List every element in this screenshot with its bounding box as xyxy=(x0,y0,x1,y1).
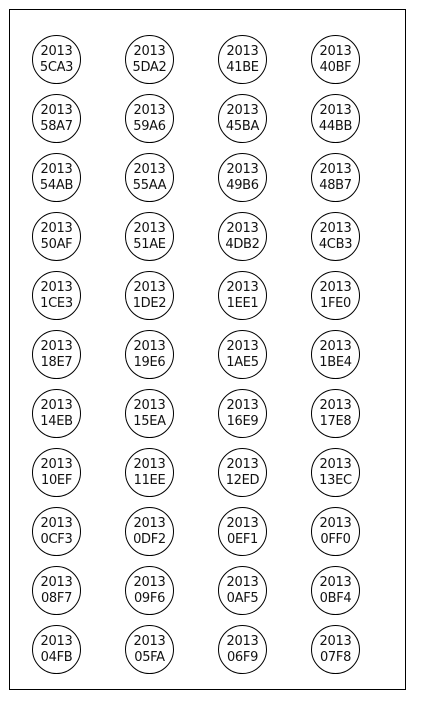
circle-label xyxy=(125,625,174,674)
label-code: 06F9 xyxy=(226,649,259,665)
circle-label xyxy=(218,625,267,674)
label-code: 1AE5 xyxy=(226,354,259,370)
label-code: 51AE xyxy=(133,236,166,252)
label-code: 19E6 xyxy=(133,354,166,370)
label-code: 0CF3 xyxy=(40,531,73,547)
label-year: 2013 xyxy=(226,220,259,236)
label-year: 2013 xyxy=(40,43,73,59)
circle-label xyxy=(311,625,360,674)
label-year: 2013 xyxy=(319,397,352,413)
label-year: 2013 xyxy=(319,102,352,118)
circle-label xyxy=(218,330,267,379)
circle-label xyxy=(311,153,360,202)
circle-label xyxy=(32,507,81,556)
label-code: 1BE4 xyxy=(319,354,352,370)
label-year: 2013 xyxy=(40,161,73,177)
circle-label xyxy=(125,566,174,615)
label-year: 2013 xyxy=(133,220,166,236)
circle-label xyxy=(311,330,360,379)
label-code: 1EE1 xyxy=(226,295,259,311)
label-year: 2013 xyxy=(133,515,166,531)
label-year: 2013 xyxy=(40,574,73,590)
circle-label xyxy=(311,507,360,556)
circle-label xyxy=(218,566,267,615)
label-code: 5DA2 xyxy=(132,59,167,75)
label-code: 58A7 xyxy=(40,118,73,134)
label-year: 2013 xyxy=(133,161,166,177)
label-code: 0EF1 xyxy=(226,531,259,547)
circle-label xyxy=(218,271,267,320)
label-code: 08F7 xyxy=(40,590,73,606)
circle-label xyxy=(32,448,81,497)
label-grid xyxy=(32,35,360,674)
circle-label xyxy=(125,448,174,497)
label-code: 0BF4 xyxy=(319,590,352,606)
label-year: 2013 xyxy=(319,220,352,236)
label-code: 4DB2 xyxy=(225,236,260,252)
label-year: 2013 xyxy=(319,338,352,354)
circle-label xyxy=(311,212,360,261)
circle-label xyxy=(218,448,267,497)
circle-label xyxy=(32,566,81,615)
circle-label xyxy=(311,448,360,497)
label-year: 2013 xyxy=(319,633,352,649)
label-year: 2013 xyxy=(133,338,166,354)
label-code: 44BB xyxy=(318,118,353,134)
label-year: 2013 xyxy=(40,397,73,413)
circle-label xyxy=(218,35,267,84)
circle-label xyxy=(218,153,267,202)
label-code: 41BE xyxy=(226,59,259,75)
label-code: 04FB xyxy=(40,649,73,665)
label-code: 0DF2 xyxy=(133,531,166,547)
label-code: 40BF xyxy=(319,59,352,75)
circle-label xyxy=(311,566,360,615)
label-year: 2013 xyxy=(319,279,352,295)
label-year: 2013 xyxy=(319,43,352,59)
label-year: 2013 xyxy=(319,161,352,177)
label-year: 2013 xyxy=(40,279,73,295)
label-year: 2013 xyxy=(319,515,352,531)
circle-label xyxy=(125,35,174,84)
label-code: 11EE xyxy=(133,472,166,488)
circle-label xyxy=(218,94,267,143)
circle-label xyxy=(125,507,174,556)
label-code: 13EC xyxy=(319,472,352,488)
label-code: 12ED xyxy=(225,472,260,488)
label-year: 2013 xyxy=(226,574,259,590)
label-code: 07F8 xyxy=(319,649,352,665)
circle-label xyxy=(125,153,174,202)
circle-label xyxy=(311,35,360,84)
label-year: 2013 xyxy=(133,456,166,472)
circle-label xyxy=(32,330,81,379)
label-year: 2013 xyxy=(40,456,73,472)
circle-label xyxy=(125,94,174,143)
circle-label xyxy=(125,330,174,379)
label-year: 2013 xyxy=(133,633,166,649)
circle-label xyxy=(32,625,81,674)
label-code: 09F6 xyxy=(133,590,166,606)
label-code: 55AA xyxy=(132,177,167,193)
label-year: 2013 xyxy=(40,515,73,531)
label-code: 4CB3 xyxy=(318,236,353,252)
label-year: 2013 xyxy=(226,397,259,413)
circle-label xyxy=(125,271,174,320)
label-year: 2013 xyxy=(226,43,259,59)
label-code: 0AF5 xyxy=(226,590,259,606)
circle-label xyxy=(218,212,267,261)
circle-label xyxy=(32,389,81,438)
circle-label xyxy=(32,212,81,261)
label-year: 2013 xyxy=(133,397,166,413)
label-year: 2013 xyxy=(133,574,166,590)
label-code: 10EF xyxy=(40,472,73,488)
label-code: 50AF xyxy=(40,236,73,252)
label-year: 2013 xyxy=(319,456,352,472)
label-year: 2013 xyxy=(226,633,259,649)
label-year: 2013 xyxy=(226,161,259,177)
label-code: 16E9 xyxy=(226,413,259,429)
label-year: 2013 xyxy=(133,102,166,118)
label-year: 2013 xyxy=(40,102,73,118)
circle-label xyxy=(32,94,81,143)
label-sheet xyxy=(9,9,406,690)
circle-label xyxy=(218,507,267,556)
label-year: 2013 xyxy=(226,279,259,295)
label-year: 2013 xyxy=(319,574,352,590)
circle-label xyxy=(311,389,360,438)
label-code: 17E8 xyxy=(319,413,352,429)
circle-label xyxy=(311,271,360,320)
circle-label xyxy=(32,35,81,84)
circle-label xyxy=(311,94,360,143)
label-year: 2013 xyxy=(40,338,73,354)
label-year: 2013 xyxy=(226,456,259,472)
label-code: 14EB xyxy=(40,413,73,429)
label-code: 48B7 xyxy=(319,177,352,193)
label-code: 54AB xyxy=(39,177,74,193)
label-code: 15EA xyxy=(133,413,166,429)
label-year: 2013 xyxy=(226,102,259,118)
circle-label xyxy=(218,389,267,438)
circle-label xyxy=(125,389,174,438)
label-code: 1FE0 xyxy=(319,295,352,311)
circle-label xyxy=(32,271,81,320)
label-code: 49B6 xyxy=(226,177,259,193)
label-year: 2013 xyxy=(226,515,259,531)
label-year: 2013 xyxy=(133,43,166,59)
label-code: 5CA3 xyxy=(39,59,74,75)
circle-label xyxy=(125,212,174,261)
label-year: 2013 xyxy=(226,338,259,354)
label-year: 2013 xyxy=(40,633,73,649)
label-code: 05FA xyxy=(134,649,165,665)
label-code: 59A6 xyxy=(133,118,166,134)
label-code: 1CE3 xyxy=(40,295,73,311)
circle-label xyxy=(32,153,81,202)
label-year: 2013 xyxy=(133,279,166,295)
label-year: 2013 xyxy=(40,220,73,236)
label-code: 45BA xyxy=(225,118,260,134)
label-code: 0FF0 xyxy=(320,531,351,547)
label-code: 1DE2 xyxy=(132,295,167,311)
label-code: 18E7 xyxy=(40,354,73,370)
